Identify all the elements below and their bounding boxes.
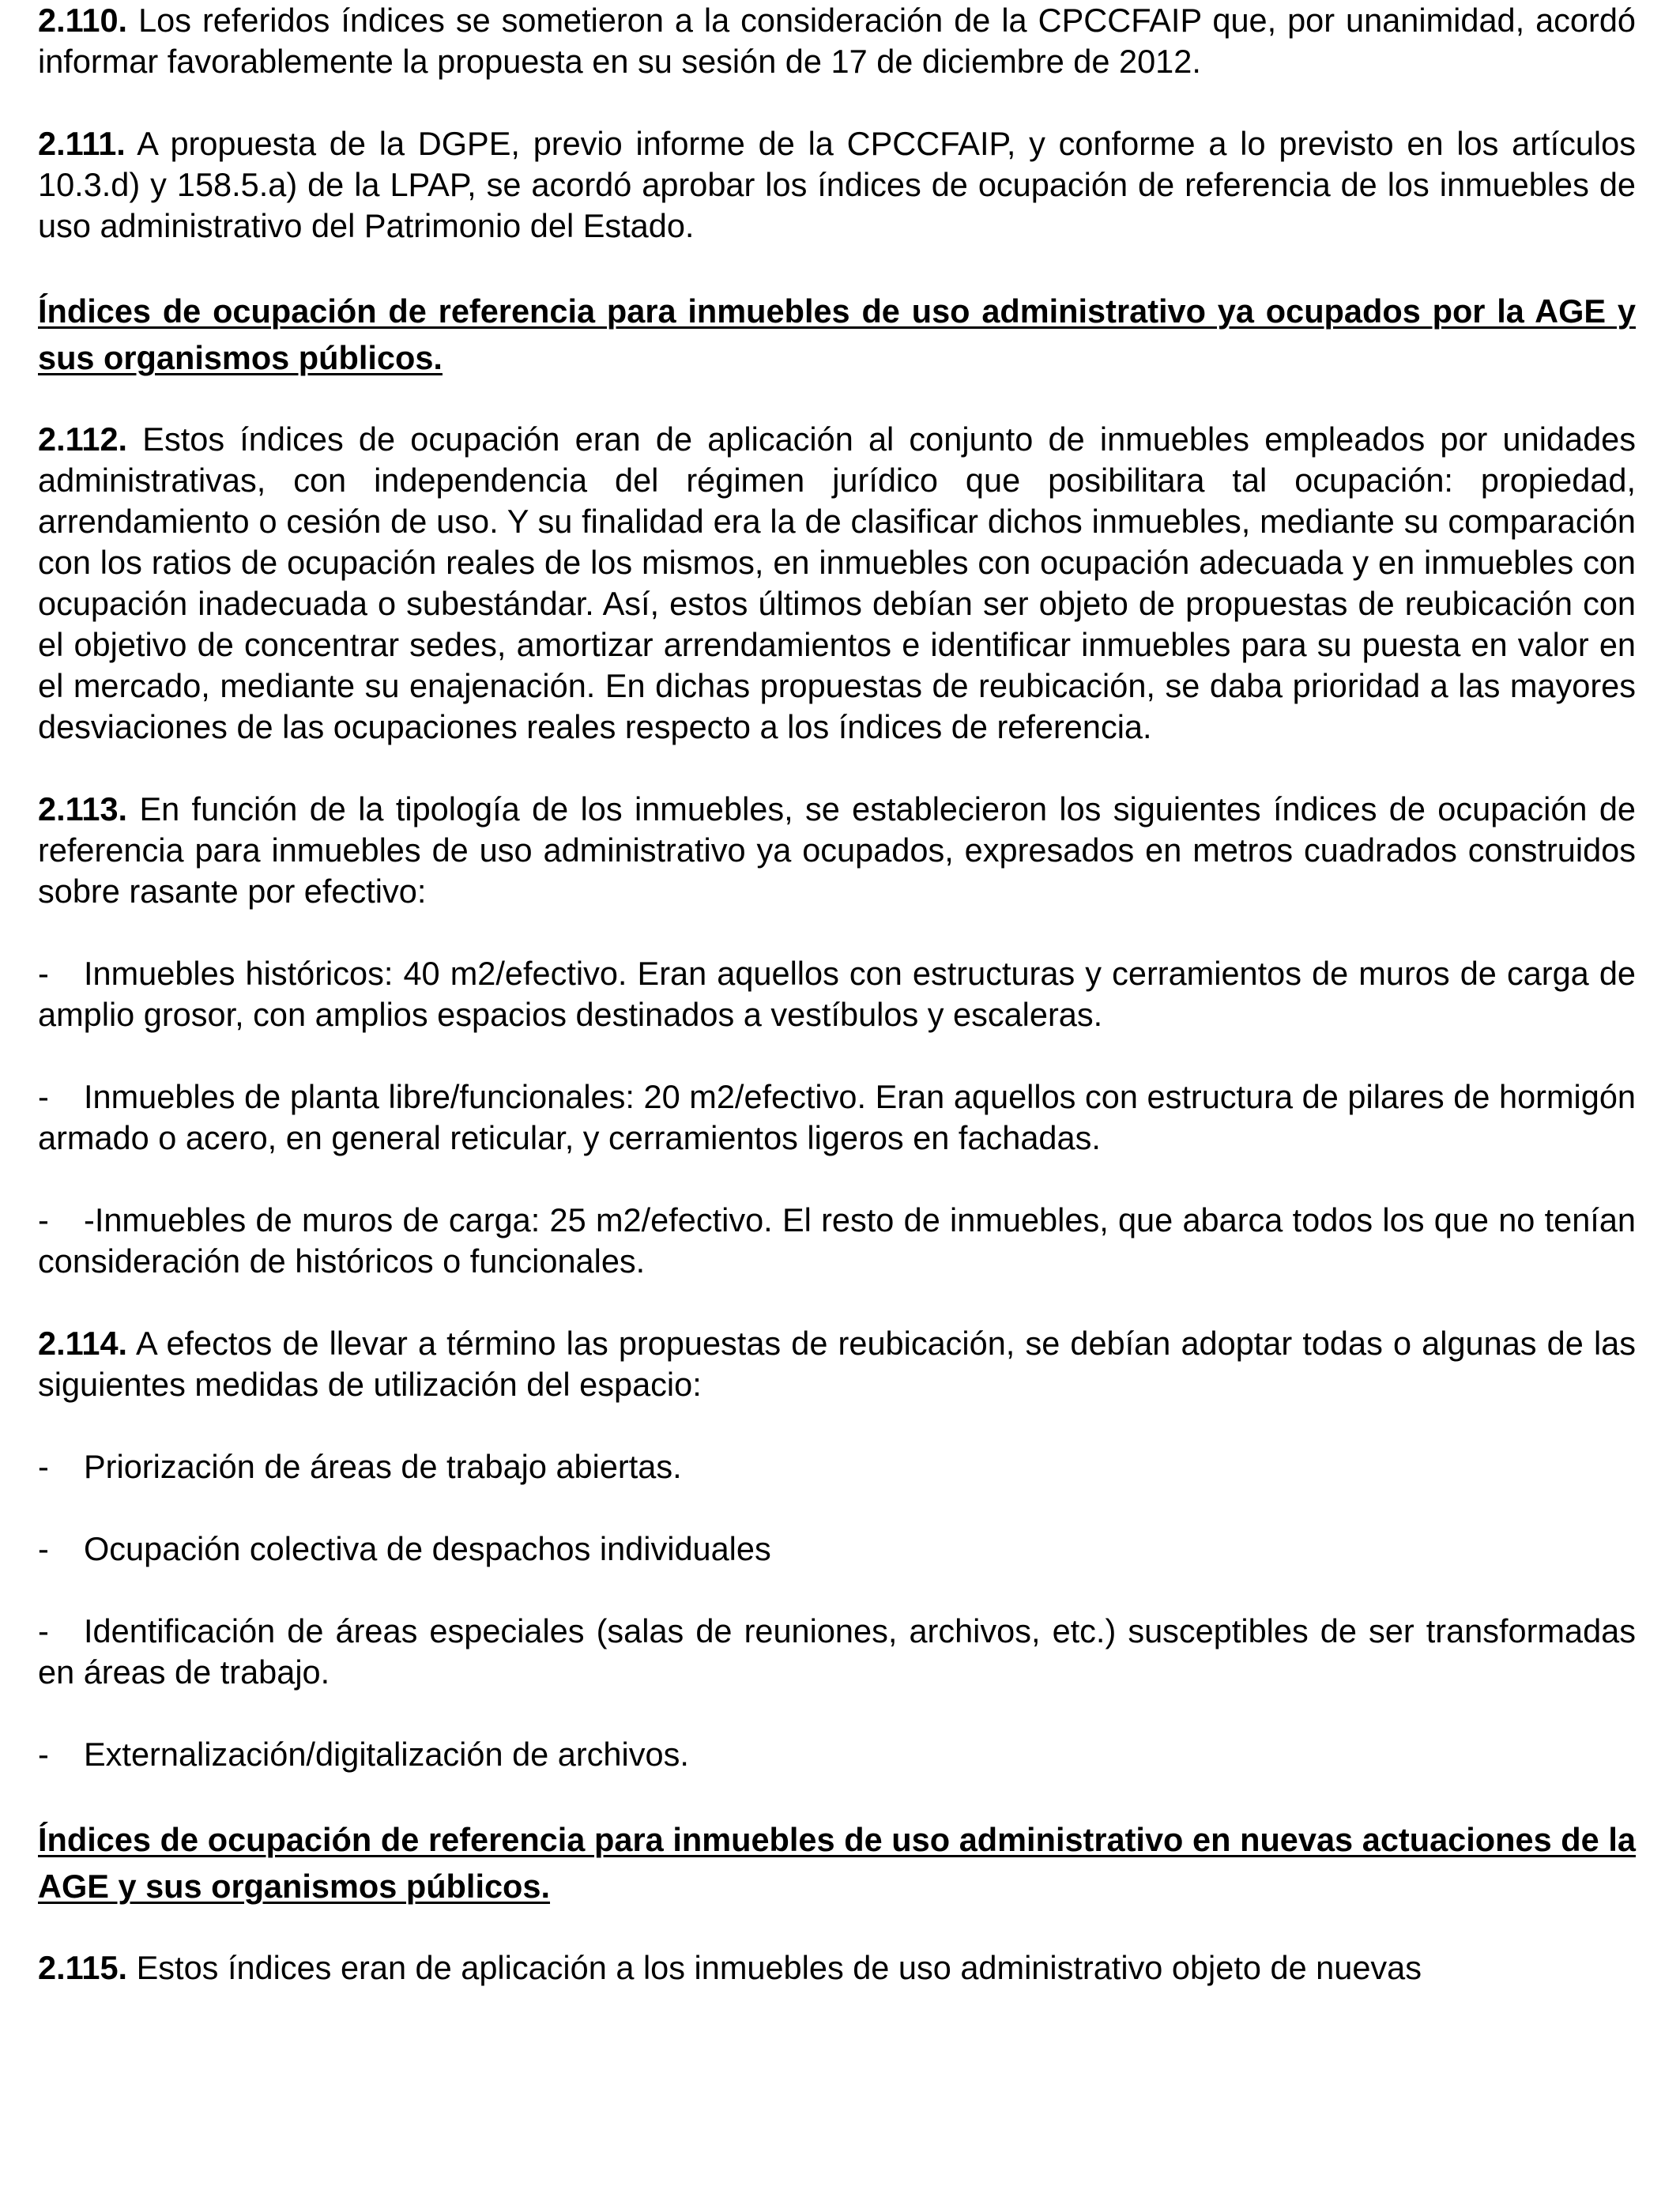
list-item-text: -Inmuebles de muros de carga: 25 m2/efectivo. El resto de inmuebles, que abarca todos los que no tenían consideración de históricos o funcionales. xyxy=(38,1201,1636,1280)
paragraph-number: 2.114. xyxy=(38,1325,128,1362)
paragraph-text: A efectos de llevar a término las propuestas de reubicación, se debían adoptar todas o algunas de las siguientes medidas de utilización del espacio: xyxy=(38,1325,1636,1403)
list-item-open-plan xyxy=(38,1076,1636,1159)
document-page xyxy=(38,0,1636,1989)
spacer xyxy=(38,381,1636,419)
list-item-digitization xyxy=(38,1734,1636,1775)
paragraph-number: 2.110. xyxy=(38,2,128,39)
spacer xyxy=(38,82,1636,123)
spacer xyxy=(38,1487,1636,1529)
list-dash: - xyxy=(38,1448,49,1485)
list-item-text: Externalización/digitalización de archivos. xyxy=(84,1736,689,1773)
list-item-text: Identificación de áreas especiales (salas de reuniones, archivos, etc.) susceptibles de ser transformadas en áreas de trabajo. xyxy=(38,1612,1636,1691)
list-item-text: Ocupación colectiva de despachos individuales xyxy=(84,1530,771,1567)
paragraph-2-110 xyxy=(38,0,1636,82)
spacer xyxy=(38,1405,1636,1446)
section-heading-new-actions: Índices de ocupación de referencia para inmuebles de uso administrativo en nuevas actuaciones de la AGE y sus organismos públicos. xyxy=(38,1821,1636,1905)
paragraph-text: Estos índices eran de aplicación a los inmuebles de uso administrativo objeto de nuevas xyxy=(136,1949,1422,1986)
list-item-load-walls xyxy=(38,1200,1636,1282)
spacer xyxy=(38,1282,1636,1323)
paragraph-2-112 xyxy=(38,419,1636,748)
paragraph-text: En función de la tipología de los inmuebles, se establecieron los siguientes índices de ocupación de referencia para inmuebles de uso administrativo ya ocupados, expresados en metros cuadrados construidos sobre rasante por efectivo: xyxy=(38,790,1636,910)
paragraph-2-111 xyxy=(38,123,1636,247)
paragraph-number: 2.112. xyxy=(38,420,128,458)
list-item-special-areas xyxy=(38,1611,1636,1693)
spacer xyxy=(38,1693,1636,1734)
list-item-historic xyxy=(38,953,1636,1035)
spacer xyxy=(38,1159,1636,1200)
list-dash: - xyxy=(38,1612,49,1649)
list-dash: - xyxy=(38,955,49,992)
list-item-open-areas xyxy=(38,1446,1636,1487)
paragraph-2-114 xyxy=(38,1323,1636,1405)
paragraph-text: Estos índices de ocupación eran de aplicación al conjunto de inmuebles empleados por unidades administrativas, con independencia del régimen jurídico que posibilitara tal ocupación: propiedad, arrendamiento o cesión de uso. Y su finalidad era la de clasificar dichos inmuebles, mediante su comparación con los ratios de ocupación reales de los mismos, en inmuebles con ocupación adecuada y en inmuebles con ocupación inadecuada o subestándar. Así, estos últimos debían ser objeto de propuestas de reubicación con el objetivo de concentrar sedes, amortizar arrendamientos e identificar inmuebles para su puesta en valor en el mercado, mediante su enajenación. En dichas propuestas de reubicación, se daba prioridad a las mayores desviaciones de las ocupaciones reales respecto a los índices de referencia. xyxy=(38,420,1637,745)
list-item-shared-offices xyxy=(38,1529,1636,1570)
paragraph-text: Los referidos índices se sometieron a la consideración de la CPCCFAIP que, por unanimidad, acordó informar favorablemente la propuesta en su sesión de 17 de diciembre de 2012. xyxy=(38,2,1636,80)
section-heading-occupied: Índices de ocupación de referencia para inmuebles de uso administrativo ya ocupados por la AGE y sus organismos públicos. xyxy=(38,292,1636,376)
paragraph-2-115 xyxy=(38,1947,1636,1989)
spacer xyxy=(38,912,1636,953)
list-item-text: Inmuebles históricos: 40 m2/efectivo. Eran aquellos con estructuras y cerramientos de muros de carga de amplio grosor, con amplios espacios destinados a vestíbulos y escaleras. xyxy=(38,955,1636,1033)
paragraph-text: A propuesta de la DGPE, previo informe de la CPCCFAIP, y conforme a lo previsto en los artículos 10.3.d) y 158.5.a) de la LPAP, se acordó aprobar los índices de ocupación de referencia de los inmuebles de uso administrativo del Patrimonio del Estado. xyxy=(38,125,1636,244)
paragraph-2-113 xyxy=(38,789,1636,912)
spacer xyxy=(38,1775,1636,1816)
list-item-text: Priorización de áreas de trabajo abiertas. xyxy=(84,1448,682,1485)
list-dash: - xyxy=(38,1078,49,1115)
list-dash: - xyxy=(38,1201,49,1238)
spacer xyxy=(38,1909,1636,1947)
paragraph-number: 2.111. xyxy=(38,125,126,162)
spacer xyxy=(38,1035,1636,1076)
spacer xyxy=(38,247,1636,288)
paragraph-number: 2.113. xyxy=(38,790,128,827)
paragraph-number: 2.115. xyxy=(38,1949,128,1986)
spacer xyxy=(38,748,1636,789)
list-dash: - xyxy=(38,1530,49,1567)
list-dash: - xyxy=(38,1736,49,1773)
spacer xyxy=(38,1570,1636,1611)
list-item-text: Inmuebles de planta libre/funcionales: 20 m2/efectivo. Eran aquellos con estructura de pilares de hormigón armado o acero, en general reticular, y cerramientos ligeros en fachadas. xyxy=(38,1078,1636,1156)
